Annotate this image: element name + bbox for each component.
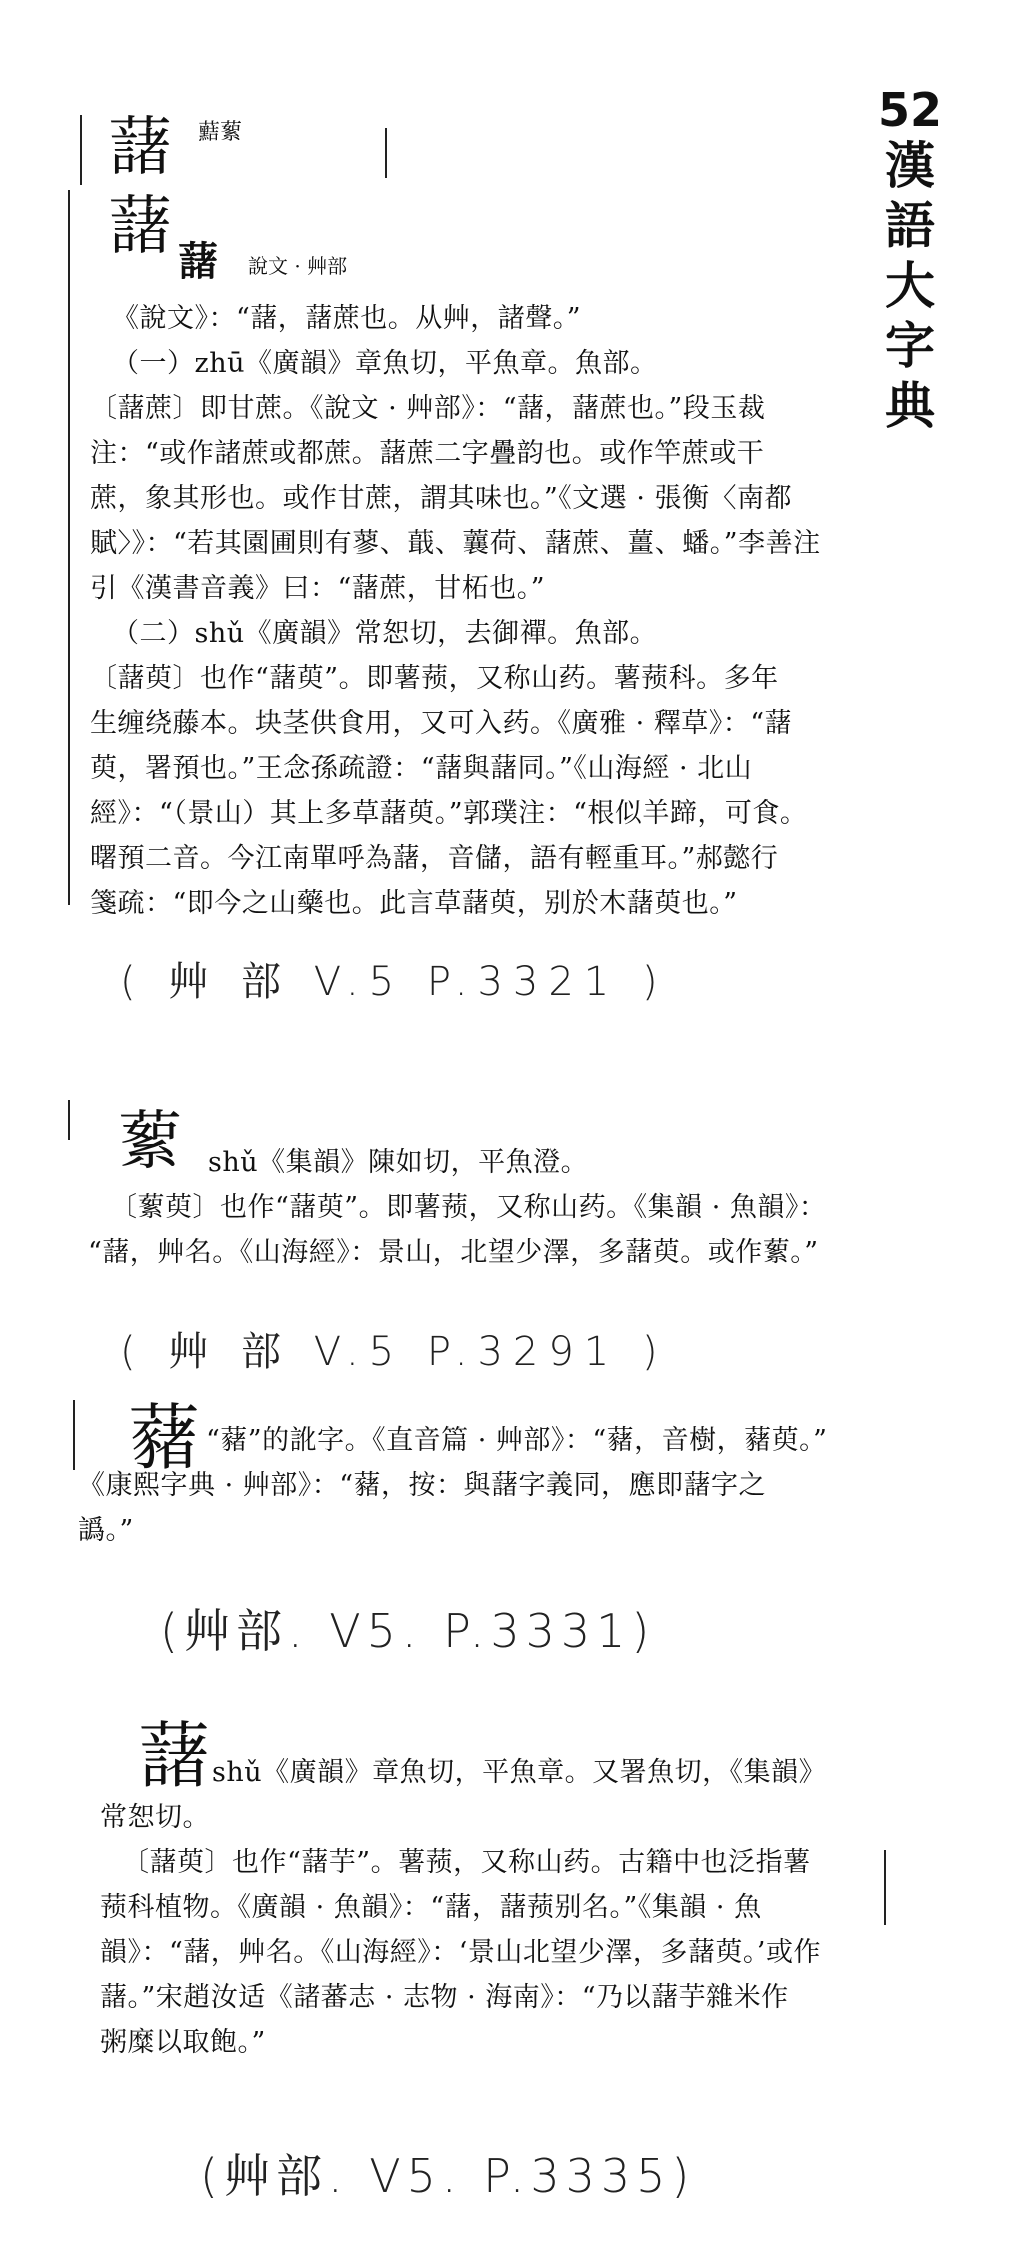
entry1-line: （二）shǔ《廣韻》常恕切，去御禪。魚部。 bbox=[112, 618, 658, 649]
entry2-line: “藷，艸名。《山海經》：景山，北望少澤，多藷萸。或作蕠。” bbox=[88, 1237, 819, 1268]
page-number: 52 bbox=[877, 83, 942, 137]
entry1-line: 經》：“（景山）其上多草藷萸。”郭璞注：“根似羊蹄，可食。 bbox=[90, 798, 808, 829]
entry2-head: 蕠 bbox=[118, 1105, 182, 1179]
entry1-line: 引《漢書音義》曰：“藷蔗，甘柘也。” bbox=[90, 573, 546, 604]
entry3-line: “藸”的訛字。《直音篇 · 艸部》：“藸，音樹，藸萸。” bbox=[206, 1425, 828, 1456]
side-char-4: 字 bbox=[885, 316, 935, 375]
entry4-line: 韻》：“藷，艸名。《山海經》：‘景山北望少澤，多藷萸。’或作 bbox=[100, 1937, 821, 1968]
handwritten-note: ( 艸 部 V.5 P.3291 ) bbox=[120, 1329, 668, 1375]
entry1-line: 注：“或作諸蔗或都蔗。藷蔗二字疊韵也。或作竿蔗或干 bbox=[90, 438, 765, 469]
entry4-line: 藷。”宋趙汝适《諸蕃志 · 志物 · 海南》：“乃以藷芋雜米作 bbox=[100, 1982, 789, 2013]
entry4-head: 藷 bbox=[138, 1714, 211, 1798]
entry1-line: 《說文》：“藷，藷蔗也。从艸，諸聲。” bbox=[112, 303, 582, 334]
entry2-body bbox=[88, 1140, 826, 1275]
entry1-line: 蔗，象其形也。或作甘蔗，謂其味也。”《文選 · 張衡〈南都 bbox=[90, 483, 793, 514]
entry4-body bbox=[100, 1750, 826, 2065]
margin-line bbox=[385, 128, 387, 178]
entry1-line: 箋疏：“即今之山藥也。此言草藷萸，别於木藷萸也。” bbox=[90, 888, 738, 919]
entry4-line: 粥糜以取飽。” bbox=[100, 2027, 266, 2058]
side-title bbox=[870, 84, 950, 436]
side-char-5: 典 bbox=[885, 376, 935, 435]
entry1-line: 賦〉》：“若其園圃則有蓼、蕺、蘘荷、藷蔗、薑、蟠。”李善注 bbox=[90, 528, 821, 559]
entry4-line: 蓣科植物。《廣韻 · 魚韻》：“藷，藷蓣别名。”《集韻 · 魚 bbox=[100, 1892, 762, 1923]
entry1-body bbox=[90, 296, 821, 926]
seal-script-glyph: 藷 bbox=[178, 238, 218, 285]
entry2-line: 〔蕠萸〕也作“藷萸”。即薯蓣，又称山药。《集韻 · 魚韻》： bbox=[110, 1192, 827, 1223]
margin-line bbox=[80, 115, 82, 185]
entry1-line: 生缠绕藤本。块茎供食用，又可入药。《廣雅 · 釋草》：“藷 bbox=[90, 708, 793, 739]
entry1-variants: 䕸蕠 bbox=[198, 120, 243, 145]
side-char-3: 大 bbox=[885, 256, 935, 315]
margin-line bbox=[68, 1100, 70, 1140]
entry1-line: （一）zhū《廣韻》章魚切，平魚章。魚部。 bbox=[112, 348, 658, 379]
entry4-line: shǔ《廣韻》章魚切，平魚章。又署魚切，《集韻》 bbox=[212, 1757, 827, 1788]
entry1-line: 萸，署預也。”王念孫疏證：“藷與藷同。”《山海經 · 北山 bbox=[90, 753, 753, 784]
side-char-2: 語 bbox=[885, 196, 935, 255]
entry1-line: 〔藷萸〕也作“藷萸”。即薯蓣，又称山药。薯蓣科。多年 bbox=[90, 663, 779, 694]
entry4-line: 〔藷萸〕也作“藷芋”。薯蓣，又称山药。古籍中也泛指薯 bbox=[122, 1847, 811, 1878]
handwritten-note: ( 艸 部 V.5 P.3321 ) bbox=[120, 959, 668, 1005]
entry1-line: 曙預二音。今江南單呼為藷，音儲，語有輕重耳。”郝懿行 bbox=[90, 843, 779, 874]
margin-line bbox=[68, 190, 70, 905]
entry2-line: shǔ《集韻》陳如切，平魚澄。 bbox=[208, 1147, 589, 1178]
entry1-head-2: 藷 bbox=[108, 190, 172, 264]
margin-line bbox=[884, 1850, 886, 1925]
entry1-head: 藷 bbox=[108, 111, 172, 185]
entry1-line: 〔藷蔗〕即甘蔗。《說文 · 艸部》：“藷，藷蔗也。”段玉裁 bbox=[90, 393, 766, 424]
entry1-source: 說文 · 艸部 bbox=[248, 254, 348, 278]
margin-line bbox=[73, 1400, 75, 1470]
entry3-line: 《康熙字典 · 艸部》：“藸，按：與藷字義同，應即藷字之 bbox=[78, 1470, 767, 1501]
entry3-body bbox=[78, 1418, 827, 1553]
side-char-1: 漢 bbox=[885, 136, 935, 195]
entry3-line: 譌。” bbox=[78, 1515, 134, 1546]
handwritten-note: (艸部. V5. P.3331) bbox=[160, 1604, 656, 1658]
entry3-head: 藸 bbox=[128, 1396, 201, 1480]
entry4-line: 常恕切。 bbox=[100, 1802, 210, 1833]
handwritten-note: (艸部. V5. P.3335) bbox=[200, 2149, 696, 2203]
